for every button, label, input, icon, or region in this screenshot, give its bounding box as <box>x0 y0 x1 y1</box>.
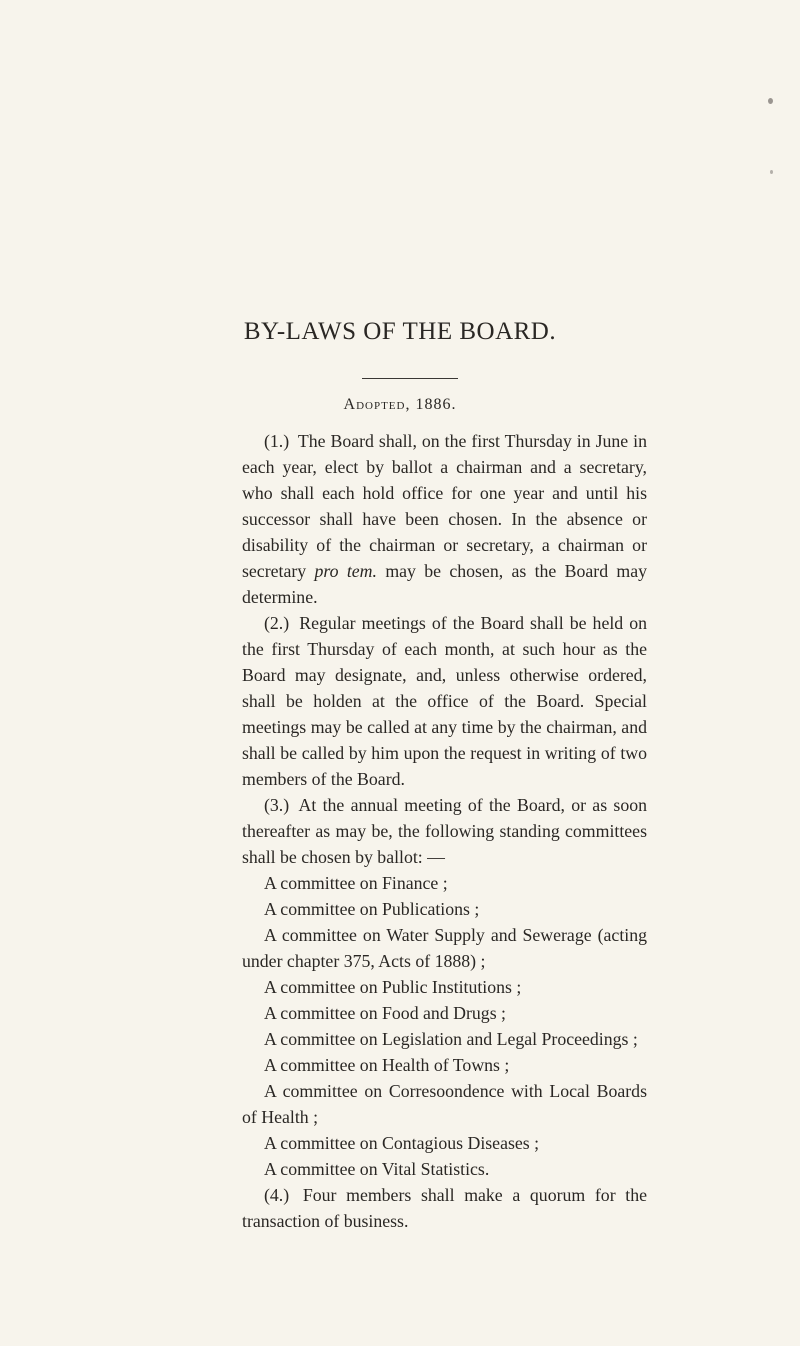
section-text: At the annual meeting of the Board, or as soon thereafter as may be, the following standing committees shall be chosen by ballot: — <box>242 795 648 867</box>
paper-speck <box>770 170 773 174</box>
committee-item: A committee on Finance ; <box>264 873 448 893</box>
section-4 <box>242 1182 647 1234</box>
page-title: BY-LAWS OF THE BOARD. <box>243 318 557 345</box>
section-text: The Board shall, on the first Thursday in June in each year, elect by ballot a chairman and a secretary, who shall each hold office for one year and until his successor shall have been chosen. In the absence or disability of the chairman or secretary, a chairman or secretary <box>242 431 647 581</box>
committee-item: A committee on Legislation and Legal Proceedings ; <box>264 1029 638 1049</box>
section-number: (2.) <box>264 613 290 633</box>
section-text: may be chosen, as the Board may determine. <box>242 561 648 607</box>
section-2 <box>242 610 647 792</box>
section-number: (4.) <box>264 1185 290 1205</box>
section-text: Four members shall make a quorum for the transaction of business. <box>242 1185 648 1231</box>
section-1 <box>242 428 647 610</box>
committee-item: A committee on Vital Statistics. <box>264 1159 490 1179</box>
section-3 <box>242 792 647 870</box>
paper-speck <box>768 98 773 104</box>
section-number: (3.) <box>264 795 290 815</box>
committee-item: A committee on Public Institutions ; <box>264 977 522 997</box>
adopted-date: Adopted, 1886. <box>343 396 457 413</box>
section-number: (1.) <box>264 431 290 451</box>
committee-item: A committee on Water Supply and Sewerage (acting under chapter 375, Acts of 1888) ; <box>242 925 647 971</box>
committee-item: A committee on Health of Towns ; <box>264 1055 510 1075</box>
title-divider <box>362 378 458 379</box>
committee-item: A committee on Food and Drugs ; <box>264 1003 506 1023</box>
bylaws-body <box>242 428 647 1234</box>
committee-item: A committee on Publications ; <box>264 899 480 919</box>
committee-item: A committee on Contagious Diseases ; <box>264 1133 540 1153</box>
committee-item: A committee on Corresoondence with Local Boards of Health ; <box>242 1081 647 1127</box>
section-text: Regular meetings of the Board shall be held on the first Thursday of each month, at such hour as the Board may designate, and, unless otherwise ordered, shall be holden at the office of the Board. Special meetings may be called at any time by the chairman, and shall be called by him upon the request in writing of two members of the Board. <box>242 613 648 789</box>
section-italic: pro tem. <box>314 561 377 581</box>
